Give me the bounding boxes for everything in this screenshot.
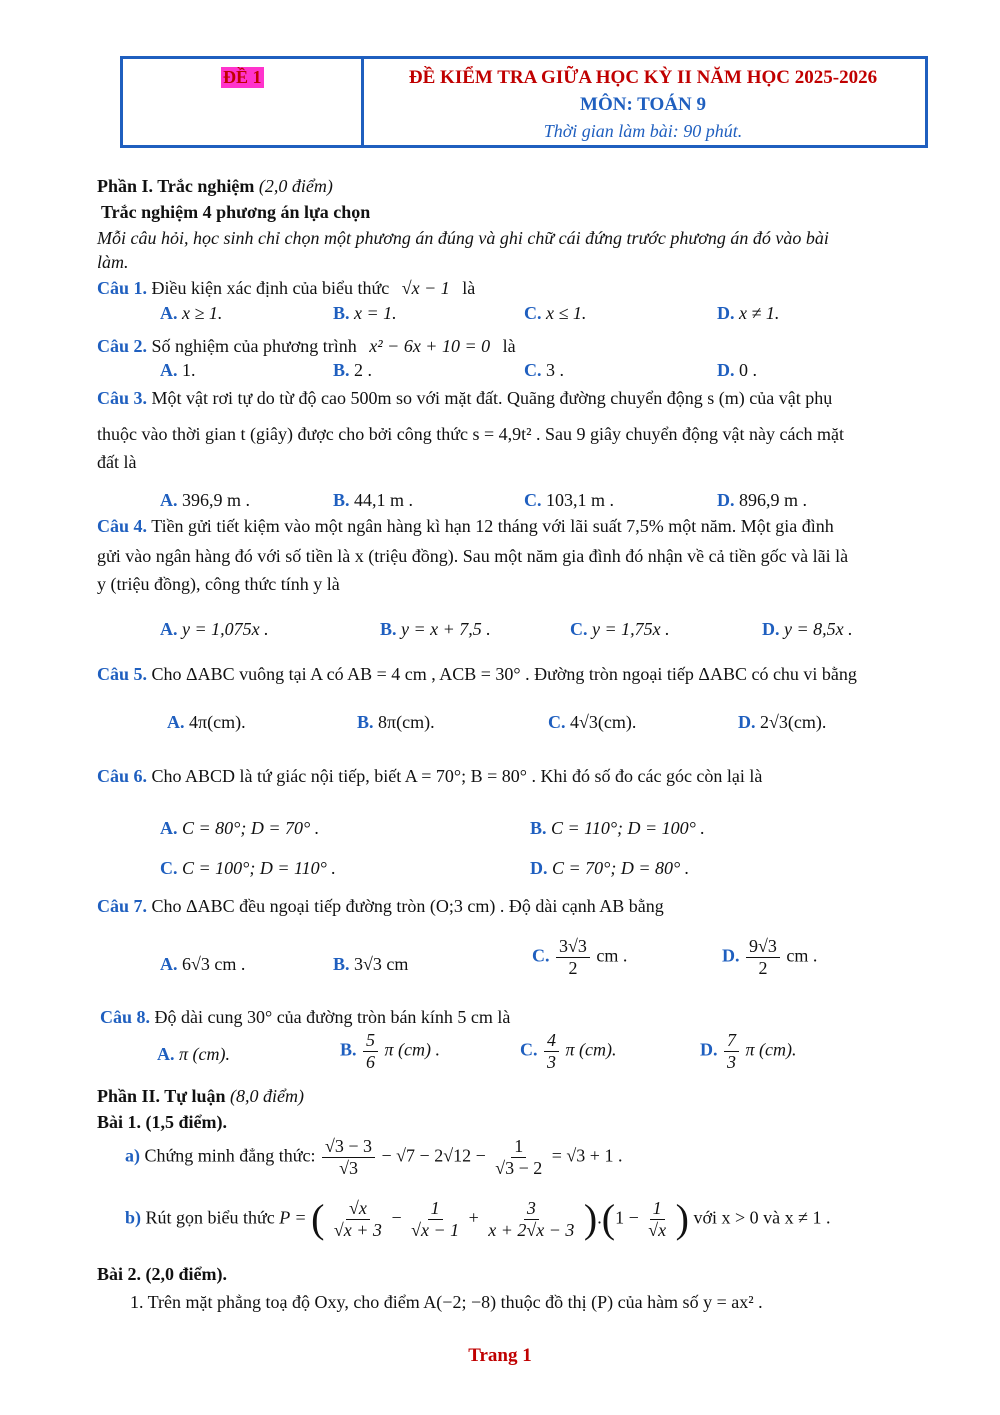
q3-option-d: D. 896,9 m . (717, 490, 808, 510)
q1-option-a: A. x ≥ 1. (160, 303, 223, 323)
q4-option-c: C. y = 1,75x . (570, 619, 670, 639)
q5-option-b: B. 8π(cm). (357, 712, 435, 732)
q3-option-c: C. 103,1 m . (524, 490, 615, 510)
part1-heading: Phần I. Trắc nghiệm (2,0 điểm) (97, 176, 333, 196)
q6-option-c: C. C = 100°; D = 110° . (160, 858, 336, 878)
part1-instruction-2: làm. (97, 252, 129, 272)
part1-subtitle: Trắc nghiệm 4 phương án lựa chọn (101, 202, 371, 222)
q6-option-d: D. C = 70°; D = 80° . (530, 858, 690, 878)
question-3-line-2: thuộc vào thời gian t (giây) được cho bởi công thức s = 4,9t² . Sau 9 giây chuyển động vật này cách mặt (97, 424, 844, 444)
q1-option-c: C. x ≤ 1. (524, 303, 587, 323)
question-8: Câu 8. Độ dài cung 30° của đường tròn bán kính 5 cm là (100, 1007, 511, 1027)
bai1-part-b: b) Rút gọn biểu thức P = ( $\frac{√x}{√x + 3}$ − $\frac{1}{√x - 1}$ + $\frac{3}{x + 2√x - 3}$ ).(1 − $\frac{1}{√x}$ ) với x > 0 và x ≠ 1 . (125, 1196, 831, 1242)
q5-option-a: A. 4π(cm). (167, 712, 246, 732)
exam-time: Thời gian làm bài: 90 phút. (543, 121, 743, 141)
q8-option-c: C. $\frac{4}{3}$ π (cm). (520, 1030, 617, 1072)
q5-option-d: D. 2√3(cm). (738, 712, 827, 732)
q7-option-c: C. $\frac{3√3}{2}$ cm . (532, 936, 628, 978)
bai1-title: Bài 1. (1,5 điểm). (97, 1112, 227, 1132)
exam-title: ĐỀ KIỂM TRA GIỮA HỌC KỲ II NĂM HỌC 2025-2026 (408, 67, 878, 88)
question-1: Câu 1. Điều kiện xác định của biểu thức √x − 1 là (97, 278, 476, 298)
question-3-line-3: đất là (97, 452, 137, 472)
question-4-line-2: gửi vào ngân hàng đó với số tiền là x (triệu đồng). Sau một năm gia đình đó nhận về cả tiền gốc và lãi là (97, 546, 849, 566)
question-6: Câu 6. Cho ABCD là tứ giác nội tiếp, biết A = 70°; B = 80° . Khi đó số đo các góc còn lại là (97, 766, 763, 786)
bai1-part-a: a) Chứng minh đẳng thức: $\frac{√3 - 3}{√3}$ − √7 − 2√12 − $\frac{1}{√3 - 2}$ = √3 + 1 . (125, 1136, 623, 1178)
q1-option-b: B. x = 1. (333, 303, 397, 323)
q1-option-d: D. x ≠ 1. (717, 303, 780, 323)
q3-option-a: A. 396,9 m . (160, 490, 251, 510)
q3-option-b: B. 44,1 m . (333, 490, 414, 510)
q4-option-a: A. y = 1,075x . (160, 619, 269, 639)
exam-subject: MÔN: TOÁN 9 (580, 94, 706, 115)
part1-instruction-1: Mỗi câu hỏi, học sinh chỉ chọn một phương án đúng và ghi chữ cái đứng trước phương án đó vào bài (97, 228, 829, 248)
bai2-title: Bài 2. (2,0 điểm). (97, 1264, 227, 1284)
part2-heading: Phần II. Tự luận (8,0 điểm) (97, 1086, 305, 1106)
q7-option-b: B. 3√3 cm (333, 954, 409, 974)
question-4-line-3: y (triệu đồng), công thức tính y là (97, 574, 340, 594)
q2-option-d: D. 0 . (717, 360, 757, 380)
q7-option-d: D. $\frac{9√3}{2}$ cm . (722, 936, 818, 978)
q4-option-d: D. y = 8,5x . (762, 619, 853, 639)
exam-header-box (120, 56, 928, 148)
page-footer: Trang 1 (468, 1345, 532, 1366)
q2-option-a: A. 1. (160, 360, 196, 380)
question-3: Câu 3. Một vật rơi tự do từ độ cao 500m so với mặt đất. Quãng đường chuyển động s (m) của vật phụ (97, 388, 833, 408)
q2-option-c: C. 3 . (524, 360, 564, 380)
q8-option-a: A. π (cm). (157, 1044, 230, 1064)
q8-option-b: B. $\frac{5}{6}$ π (cm) . (340, 1030, 441, 1072)
question-7: Câu 7. Cho ΔABC đều ngoại tiếp đường tròn (O;3 cm) . Độ dài cạnh AB bằng (97, 896, 664, 916)
q6-option-a: A. C = 80°; D = 70° . (160, 818, 320, 838)
question-2: Câu 2. Số nghiệm của phương trình x² − 6x + 10 = 0 là (97, 336, 516, 356)
q2-option-b: B. 2 . (333, 360, 373, 380)
bai2-item-1: 1. Trên mặt phẳng toạ độ Oxy, cho điểm A(−2; −8) thuộc đồ thị (P) của hàm số y = ax² . (130, 1292, 763, 1312)
q6-option-b: B. C = 110°; D = 100° . (530, 818, 705, 838)
question-4: Câu 4. Tiền gửi tiết kiệm vào một ngân hàng kì hạn 12 tháng với lãi suất 7,5% một năm. Một gia đình (97, 516, 834, 536)
exam-code: ĐỀ 1 (223, 67, 262, 87)
q7-option-a: A. 6√3 cm . (160, 954, 246, 974)
q4-option-b: B. y = x + 7,5 . (380, 619, 491, 639)
q1-expression: √x − 1 (401, 278, 450, 298)
q5-option-c: C. 4√3(cm). (548, 712, 637, 732)
question-5: Câu 5. Cho ΔABC vuông tại A có AB = 4 cm , ACB = 30° . Đường tròn ngoại tiếp ΔABC có chu vi bằng (97, 664, 857, 684)
q8-option-d: D. $\frac{7}{3}$ π (cm). (700, 1030, 797, 1072)
